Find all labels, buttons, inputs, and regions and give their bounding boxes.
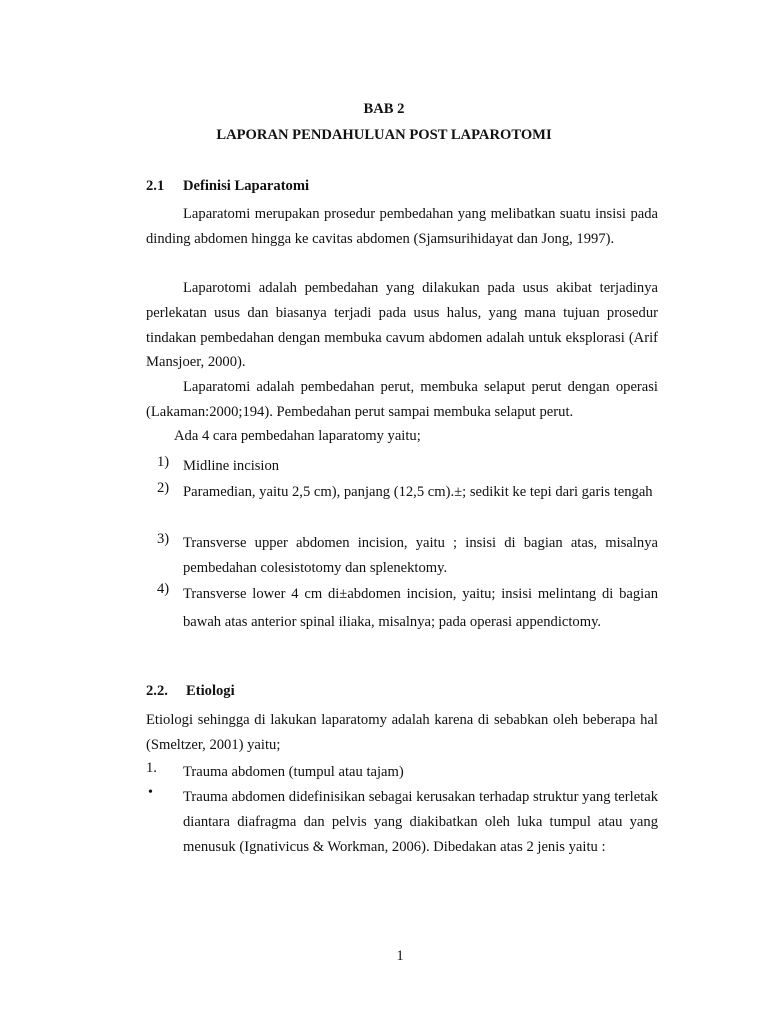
list-marker: 1) (157, 454, 170, 470)
paragraph: Laparotomi adalah pembedahan yang dilakukan pada usus akibat terjadinya perlekatan usus dan biasanya terjadi pada usus halus, yang mana tujuan prosedur tindakan pembedahan dengan membuka cavum abdomen adalah untuk eksplorasi (Arif Mansjoer, 2000). (146, 280, 658, 371)
bullet-item-text: Trauma abdomen didefinisikan sebagai kerusakan terhadap struktur yang terletak diantara diafragma dan pelvis yang diakibatkan oleh luka tumpul atau yang menusuk (Ignativicus & Workman, 2006). Dibedakan atas 2 jenis yaitu : (183, 789, 658, 855)
list-marker: 4) (157, 581, 170, 597)
document-title: LAPORAN PENDAHULUAN POST LAPAROTOMI (216, 127, 552, 143)
bullet-icon: • (148, 785, 153, 800)
section-title: Definisi Laparatomi (183, 178, 310, 194)
section-number: 2.2. (146, 683, 168, 699)
list-intro: Ada 4 cara pembedahan laparatomy yaitu; (174, 428, 421, 444)
list-item-text: Transverse lower 4 cm di±abdomen incision, yaitu; insisi melintang di bagian bawah atas anterior spinal iliaka, misalnya; pada operasi appendictomy. (183, 586, 658, 630)
list-item-text: Trauma abdomen (tumpul atau tajam) (183, 764, 404, 780)
paragraph: Laparatomi adalah pembedahan perut, membuka selaput perut dengan operasi (Lakaman:2000;194). Pembedahan perut sampai membuka selaput perut. (146, 379, 658, 420)
list-marker: 1. (146, 760, 157, 776)
list-item-text: Transverse upper abdomen incision, yaitu ; insisi di bagian atas, misalnya pembedahan colesistotomy dan splenektomy. (183, 535, 658, 576)
list-item-text: Midline incision (183, 458, 280, 474)
list-marker: 3) (157, 531, 170, 547)
section-number: 2.1 (146, 178, 165, 194)
list-item-text: Paramedian, yaitu 2,5 cm), panjang (12,5 cm).±; sedikit ke tepi dari garis tengah (183, 484, 653, 500)
list-marker: 2) (157, 480, 170, 496)
paragraph: Laparatomi merupakan prosedur pembedahan yang melibatkan suatu insisi pada dinding abdomen hingga ke cavitas abdomen (Sjamsurihidayat dan Jong, 1997). (146, 206, 658, 247)
paragraph: Etiologi sehingga di lakukan laparatomy adalah karena di sebabkan oleh beberapa hal (Smeltzer, 2001) yaitu; (146, 712, 658, 753)
section-title: Etiologi (186, 683, 235, 699)
chapter-heading: BAB 2 (363, 101, 405, 117)
page-number: 1 (396, 948, 404, 964)
